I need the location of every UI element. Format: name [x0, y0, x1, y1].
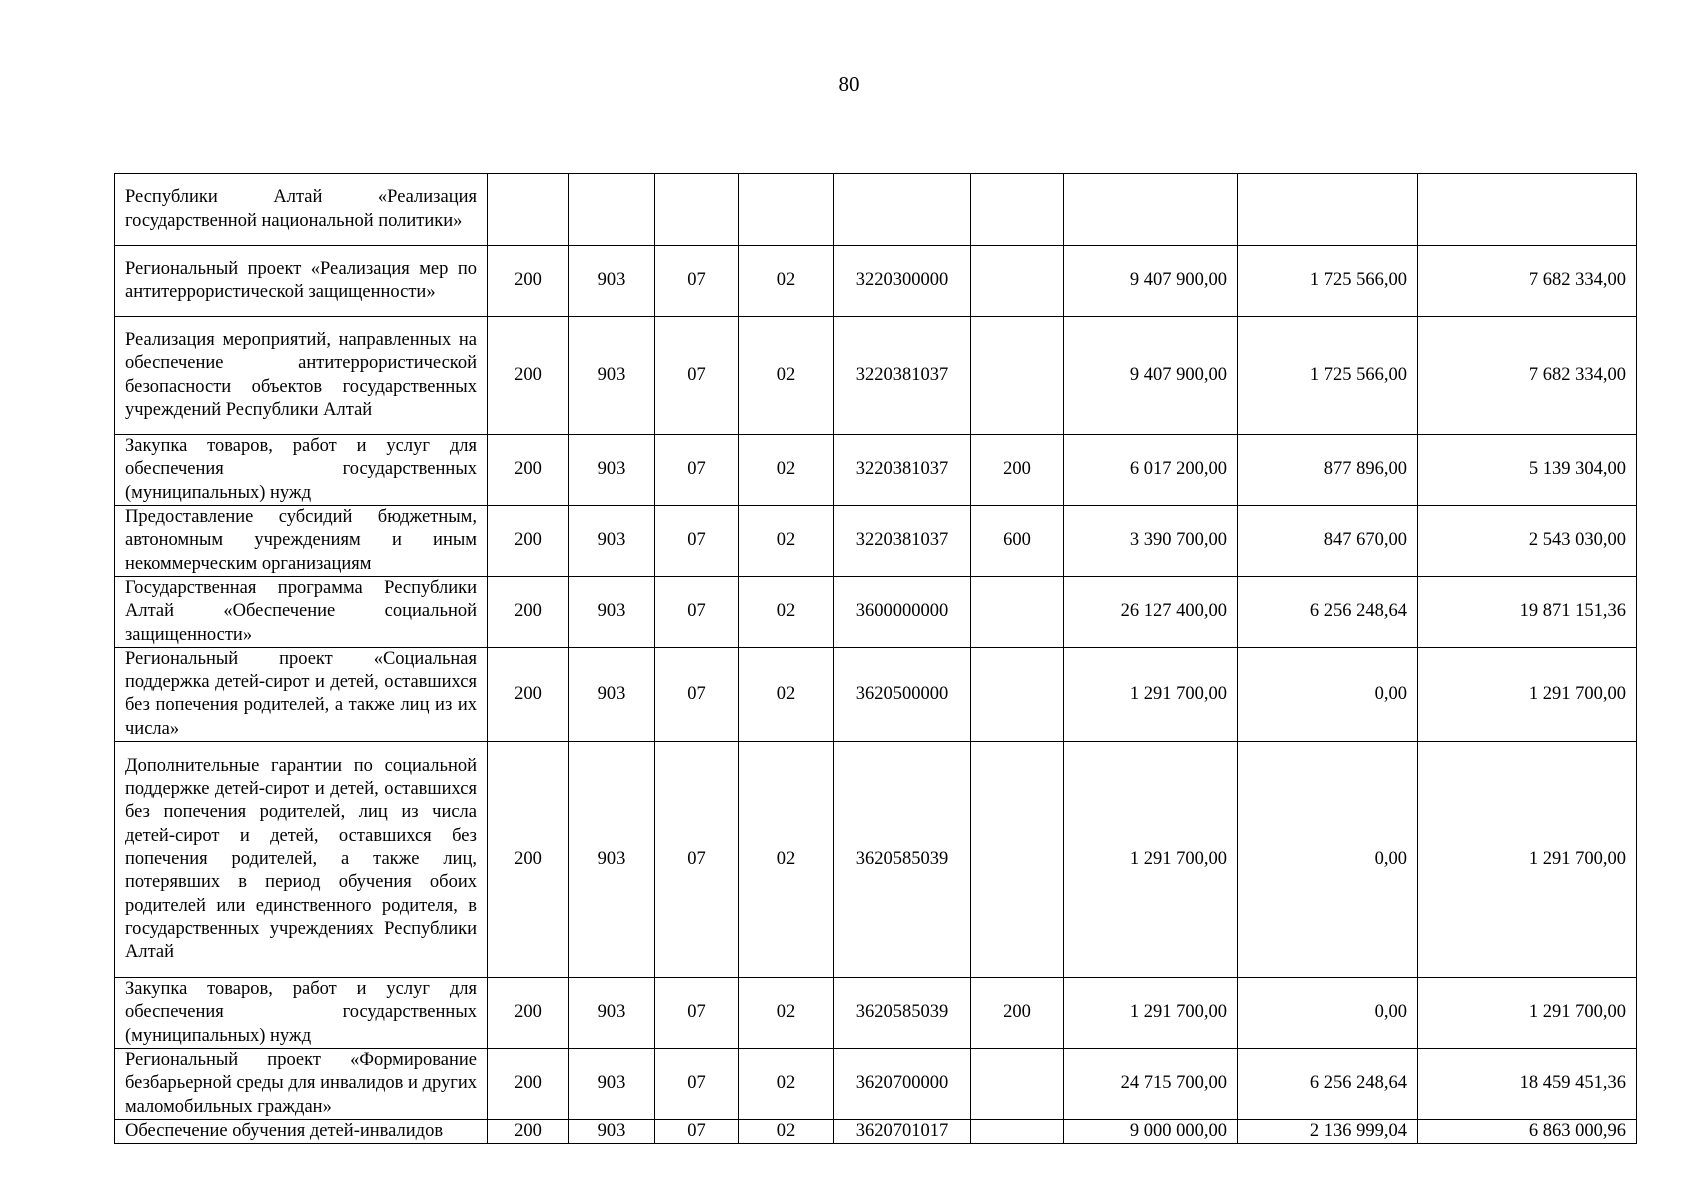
row-description: Региональный проект «Социальная поддержка детей-сирот и детей, оставшихся без попечения родителей, а также лиц из их числа» [115, 647, 488, 741]
cell-plan-amount: 3 390 700,00 [1064, 505, 1238, 576]
cell-target-article: 3220381037 [834, 505, 971, 576]
cell-ministry-code: 903 [569, 978, 655, 1049]
cell-target-article: 3620500000 [834, 647, 971, 741]
cell-remainder-amount: 2 543 030,00 [1418, 505, 1637, 576]
cell-subsection: 02 [739, 505, 834, 576]
cell-remainder-amount: 18 459 451,36 [1418, 1049, 1637, 1120]
cell-section [655, 174, 739, 246]
cell-subsection: 02 [739, 647, 834, 741]
cell-admin-code: 200 [488, 1120, 569, 1144]
cell-executed-amount: 0,00 [1238, 742, 1418, 978]
cell-remainder-amount [1418, 174, 1637, 246]
cell-admin-code: 200 [488, 505, 569, 576]
cell-remainder-amount: 1 291 700,00 [1418, 978, 1637, 1049]
cell-subsection: 02 [739, 978, 834, 1049]
row-description: Дополнительные гарантии по социальной поддержке детей-сирот и детей, оставшихся без попечения родителей, лиц из числа детей-сирот и детей, оставшихся без попечения родителей, а также лиц, потерявших в период обучения обоих родителей или единственного родителя, в государственных учреждениях Республики Алтай [115, 742, 488, 978]
cell-ministry-code: 903 [569, 435, 655, 506]
cell-plan-amount: 6 017 200,00 [1064, 435, 1238, 506]
cell-ministry-code: 903 [569, 1120, 655, 1144]
cell-remainder-amount: 7 682 334,00 [1418, 246, 1637, 317]
cell-expense-type [971, 742, 1064, 978]
cell-section: 07 [655, 978, 739, 1049]
cell-executed-amount [1238, 174, 1418, 246]
cell-admin-code [488, 174, 569, 246]
cell-subsection: 02 [739, 576, 834, 647]
cell-admin-code: 200 [488, 576, 569, 647]
cell-target-article: 3220381037 [834, 317, 971, 435]
cell-plan-amount: 1 291 700,00 [1064, 978, 1238, 1049]
row-description: Региональный проект «Формирование безбарьерной среды для инвалидов и других маломобильных граждан» [115, 1049, 488, 1120]
cell-expense-type [971, 647, 1064, 741]
page-number: 80 [838, 72, 860, 96]
cell-expense-type [971, 317, 1064, 435]
cell-plan-amount: 9 407 900,00 [1064, 317, 1238, 435]
cell-admin-code: 200 [488, 435, 569, 506]
table-row [115, 978, 1637, 1049]
cell-ministry-code: 903 [569, 742, 655, 978]
cell-target-article: 3620585039 [834, 978, 971, 1049]
cell-plan-amount: 26 127 400,00 [1064, 576, 1238, 647]
table-row [115, 576, 1637, 647]
table-row [115, 647, 1637, 741]
cell-subsection: 02 [739, 317, 834, 435]
cell-subsection [739, 174, 834, 246]
cell-target-article: 3600000000 [834, 576, 971, 647]
table-row [115, 435, 1637, 506]
cell-executed-amount: 1 725 566,00 [1238, 317, 1418, 435]
cell-subsection: 02 [739, 1120, 834, 1144]
cell-executed-amount: 0,00 [1238, 978, 1418, 1049]
cell-subsection: 02 [739, 435, 834, 506]
row-description: Республики Алтай «Реализация государственной национальной политики» [115, 174, 488, 246]
cell-executed-amount: 0,00 [1238, 647, 1418, 741]
cell-remainder-amount: 5 139 304,00 [1418, 435, 1637, 506]
cell-plan-amount: 9 000 000,00 [1064, 1120, 1238, 1144]
cell-expense-type [971, 576, 1064, 647]
cell-remainder-amount: 19 871 151,36 [1418, 576, 1637, 647]
cell-target-article: 3220300000 [834, 246, 971, 317]
table-body [115, 174, 1637, 1144]
cell-subsection: 02 [739, 246, 834, 317]
cell-plan-amount [1064, 174, 1238, 246]
cell-section: 07 [655, 1120, 739, 1144]
cell-expense-type [971, 1049, 1064, 1120]
cell-expense-type: 200 [971, 978, 1064, 1049]
cell-executed-amount: 6 256 248,64 [1238, 576, 1418, 647]
cell-remainder-amount: 1 291 700,00 [1418, 742, 1637, 978]
cell-executed-amount: 6 256 248,64 [1238, 1049, 1418, 1120]
cell-target-article [834, 174, 971, 246]
cell-target-article: 3220381037 [834, 435, 971, 506]
table-row [115, 1049, 1637, 1120]
cell-ministry-code: 903 [569, 317, 655, 435]
cell-expense-type: 200 [971, 435, 1064, 506]
cell-expense-type [971, 246, 1064, 317]
cell-section: 07 [655, 576, 739, 647]
cell-remainder-amount: 1 291 700,00 [1418, 647, 1637, 741]
cell-ministry-code: 903 [569, 505, 655, 576]
cell-section: 07 [655, 742, 739, 978]
cell-remainder-amount: 6 863 000,96 [1418, 1120, 1637, 1144]
table-row [115, 317, 1637, 435]
cell-remainder-amount: 7 682 334,00 [1418, 317, 1637, 435]
cell-ministry-code: 903 [569, 576, 655, 647]
row-description: Закупка товаров, работ и услуг для обеспечения государственных (муниципальных) нужд [115, 978, 488, 1049]
cell-executed-amount: 1 725 566,00 [1238, 246, 1418, 317]
cell-ministry-code: 903 [569, 1049, 655, 1120]
cell-admin-code: 200 [488, 1049, 569, 1120]
cell-target-article: 3620585039 [834, 742, 971, 978]
cell-executed-amount: 877 896,00 [1238, 435, 1418, 506]
cell-plan-amount: 1 291 700,00 [1064, 647, 1238, 741]
cell-admin-code: 200 [488, 647, 569, 741]
cell-section: 07 [655, 246, 739, 317]
cell-ministry-code: 903 [569, 647, 655, 741]
cell-expense-type [971, 1120, 1064, 1144]
cell-target-article: 3620700000 [834, 1049, 971, 1120]
table-row [115, 742, 1637, 978]
row-description: Закупка товаров, работ и услуг для обеспечения государственных (муниципальных) нужд [115, 435, 488, 506]
cell-admin-code: 200 [488, 742, 569, 978]
cell-executed-amount: 2 136 999,04 [1238, 1120, 1418, 1144]
cell-target-article: 3620701017 [834, 1120, 971, 1144]
cell-executed-amount: 847 670,00 [1238, 505, 1418, 576]
cell-admin-code: 200 [488, 317, 569, 435]
row-description: Обеспечение обучения детей-инвалидов [115, 1120, 488, 1144]
cell-subsection: 02 [739, 742, 834, 978]
cell-ministry-code: 903 [569, 246, 655, 317]
table-row [115, 505, 1637, 576]
table-row [115, 246, 1637, 317]
cell-expense-type [971, 174, 1064, 246]
cell-expense-type: 600 [971, 505, 1064, 576]
cell-plan-amount: 9 407 900,00 [1064, 246, 1238, 317]
row-description: Предоставление субсидий бюджетным, автономным учреждениям и иным некоммерческим организациям [115, 505, 488, 576]
row-description: Государственная программа Республики Алтай «Обеспечение социальной защищенности» [115, 576, 488, 647]
budget-table [114, 173, 1637, 1144]
cell-plan-amount: 24 715 700,00 [1064, 1049, 1238, 1120]
cell-ministry-code [569, 174, 655, 246]
cell-plan-amount: 1 291 700,00 [1064, 742, 1238, 978]
table-row [115, 1120, 1637, 1144]
cell-admin-code: 200 [488, 246, 569, 317]
cell-section: 07 [655, 505, 739, 576]
cell-section: 07 [655, 317, 739, 435]
table-row [115, 174, 1637, 246]
row-description: Реализация мероприятий, направленных на обеспечение антитеррористической безопасности объектов государственных учреждений Республики Алтай [115, 317, 488, 435]
cell-admin-code: 200 [488, 978, 569, 1049]
cell-section: 07 [655, 647, 739, 741]
cell-subsection: 02 [739, 1049, 834, 1120]
cell-section: 07 [655, 1049, 739, 1120]
cell-section: 07 [655, 435, 739, 506]
row-description: Региональный проект «Реализация мер по антитеррористической защищенности» [115, 246, 488, 317]
